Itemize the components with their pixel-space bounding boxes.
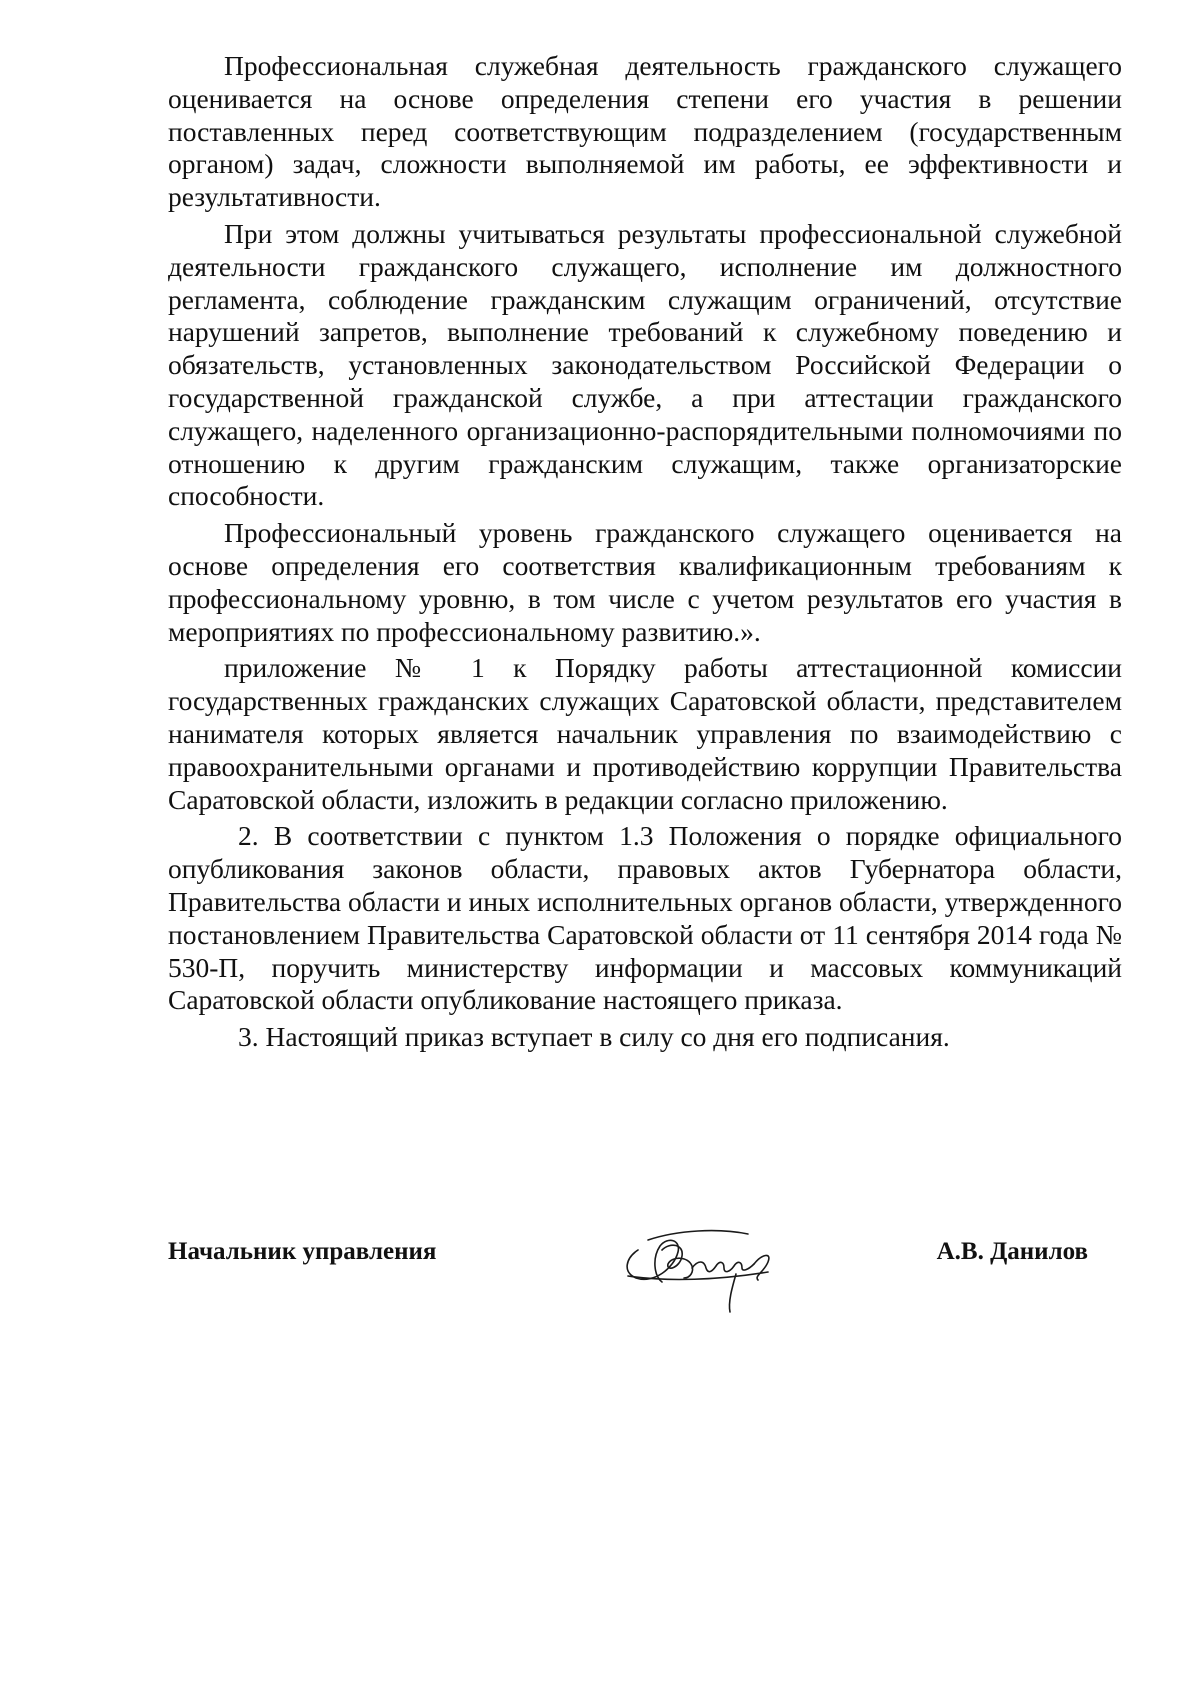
document-body [168, 50, 1122, 1058]
paragraph-professional-level: Профессиональный уровень гражданского служащего оценивается на основе определения его соответствия квалификационным требованиям к профессиональному уровню, в том числе с учетом результатов его участия в мероприятиях по профессиональному развитию.». [168, 517, 1122, 647]
signatory-name: А.В. Данилов [936, 1238, 1088, 1265]
paragraph-effective-date: 3. Настоящий приказ вступает в силу со дня его подписания. [238, 1021, 950, 1053]
paragraph-appendix-1: приложение № 1 к Порядку работы аттестационной комиссии государственных гражданских служащих Саратовской области, представителем нанимателя которых является начальник управления по взаимодействию с правоохранительными органами и противодействию коррупции Правительства Саратовской области, изложить в редакции согласно приложению. [168, 652, 1122, 815]
paragraph-publication: 2. В соответствии с пунктом 1.3 Положения о порядке официального опубликования законов области, правовых актов Губернатора области, Правительства области и иных исполнительных органов области, утвержденного постановлением Правительства Саратовской области от 11 сентября 2014 года № 530-П, поручить министерству информации и массовых коммуникаций Саратовской области опубликование настоящего приказа. [168, 820, 1122, 1016]
paragraph-performance-evaluation: Профессиональная служебная деятельность гражданского служащего оценивается на основе определения степени его участия в решении поставленных перед соответствующим подразделением (государственным органом) задач, сложности выполняемой им работы, ее эффективности и результативности. [168, 50, 1122, 213]
handwritten-signature [608, 1210, 808, 1320]
signature-block [168, 1210, 1088, 1320]
signatory-title: Начальник управления [168, 1238, 437, 1265]
paragraph-evaluation-criteria: При этом должны учитываться результаты профессиональной служебной деятельности гражданского служащего, исполнение им должностного регламента, соблюдение гражданским служащим ограничений, отсутствие нарушений запретов, выполнение требований к служебному поведению и обязательств, установленных законодательством Российской Федерации о государственной гражданской службе, а при аттестации гражданского служащего, наделенного организационно-распорядительными полномочиями по отношению к другим гражданским служащим, также организаторские способности. [168, 217, 1122, 512]
